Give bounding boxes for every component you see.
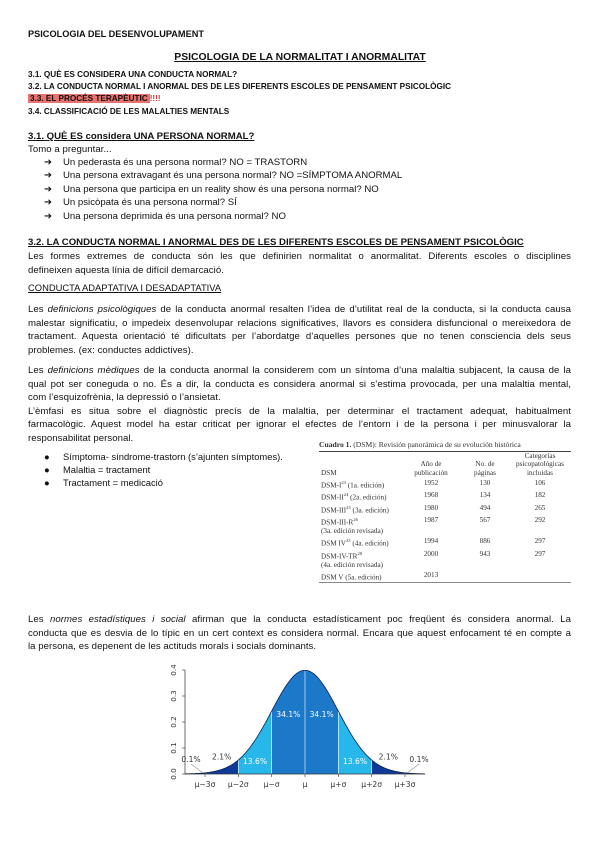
p2-line6: responsabilitat personal. [28,432,134,444]
bullet-text: Malaltia = tractament [63,464,151,475]
x-tick-label: μ−3σ [194,780,216,789]
dsm-cell-year: 2013 [423,570,439,579]
dsm-cell-cats: 297 [534,537,546,546]
bullet-item [44,464,150,476]
dsm-cell-year: 2000 [423,549,439,558]
dsm-table-row [319,502,571,514]
p3-line1 [28,613,571,627]
dsm-header-pages-l1: No. de [475,460,495,469]
dsm-cell-year: 1987 [423,516,439,525]
dsm-header-year-l1: Año de [420,460,442,469]
p2-line2: qual pot ser coneguda o no. És a dir, la conducta es considera anormal si s’estima provocada, per una malaltia mental, [28,378,571,390]
p3-line3: la persona, es depenent de les actituds morals i socials dominants. [28,641,317,653]
x-tick-label: μ−2σ [227,780,249,789]
dsm-cell-name [319,490,401,502]
dsm-table-row [319,569,571,581]
dsm-cell-name [319,515,401,536]
p2-emphasis: definicions mèdiques [47,365,140,376]
dsm-name: DSM-III [321,506,347,515]
dsm-edition: (2a. edición) [350,493,387,502]
bullet-icon: ● [44,477,50,488]
dsm-edition: (3a. edición) [352,506,389,515]
p1-emphasis: definicions psicològiques [47,304,157,315]
list-item-text: Un pederasta és una persona normal? NO = TRASTORN [63,157,308,168]
dsm-name: DSM-III-R [321,518,354,527]
dsm-table-frame [319,451,571,583]
dsm-header-cats-l3: incluidas [527,468,553,477]
intro-3-2-line1: Les formes extremes de conducta són les que definirien normalitat o anormalitat. Diferents escoles o disciplines [28,251,571,262]
dsm-edition: (3a. edición revisada) [321,527,384,536]
band-percent-label: 13.6% [342,757,368,766]
list-item-text: Una persona deprimida és una persona normal? NO [63,211,286,222]
dsm-header-dsm: DSM [321,469,337,478]
course-header: PSICOLOGIA DEL DESENVOLUPAMENT [28,29,204,39]
y-tick-label: 0.4 [169,664,178,676]
list-item [44,170,402,182]
dsm-name: DSM IV [321,539,346,548]
dsm-table-header [319,452,571,477]
dsm-cell-year: 1994 [423,537,439,546]
band-percent-label: 2.1% [378,752,398,762]
toc-item-3-2[interactable]: 3.2. LA CONDUCTA NORMAL I ANORMAL DES DE LES DIFERENTS ESCOLES DE PENSAMENT PSICOLÒGIC [28,82,452,91]
toc-item-3-1[interactable]: 3.1. QUÈ ES CONSIDERA UNA CONDUCTA NORMAL? [28,70,238,79]
dsm-cell-cats: 297 [534,549,546,558]
dsm-cell-year: 1980 [423,503,439,512]
dsm-caption [319,440,571,449]
dsm-table-row [319,548,571,569]
bullet-text: Símptoma- síndrome-trastorn (s’ajunten símptomes). [63,451,283,462]
dsm-cell-name [319,536,401,548]
intro-3-1: Tomo a preguntar... [28,144,112,155]
dsm-cell-name [319,548,401,569]
dsm-name: DSM-I [321,481,342,490]
list-item [44,197,237,209]
arrow-icon: ➔ [44,184,53,195]
p1-line1 [28,303,571,317]
dsm-table-row [319,536,571,548]
dsm-cell-year: 1968 [423,491,439,500]
y-tick-label: 0.0 [169,768,178,780]
paragraph-definicions-psicologiques [28,303,571,357]
band-percent-label: 34.1% [276,709,301,719]
p2-pre: Les [28,365,44,376]
p1-text: de la conducta anormal resalten l’idea de d’utilitat real de la conducta, si la conducta causa [160,304,572,315]
dsm-cell-cats [509,569,571,581]
bullet-item [44,451,283,463]
band-percent-label: 34.1% [309,709,334,719]
intro-3-2 [28,250,571,277]
tail-percent-label: 0.1% [181,755,201,764]
x-tick-label: μ−σ [263,780,280,789]
dsm-table [319,452,571,582]
p2-line3: com l’esquizofrènia, la depressió o l’ansietat. [28,392,221,404]
subheading-adaptativa: CONDUCTA ADAPTATIVA I DESADAPTATIVA [28,282,222,293]
toc-marks: !!!! [149,94,161,103]
list-item [44,157,307,169]
dsm-table-row [319,490,571,502]
dsm-cell-pages: 134 [479,491,491,500]
p3-text: afirman que la conducta estadísticament poc freqüent és considera anormal. La [191,614,571,625]
band-percent-label: 13.6% [242,757,268,766]
normal-distribution-chart [163,664,431,798]
dsm-ref: 28 [357,550,363,556]
x-tick-label: μ [302,780,308,789]
y-tick-label: 0.1 [169,742,178,754]
tail-percent-label: 0.1% [409,755,429,764]
list-item [44,211,286,223]
dsm-ref: 23 [345,538,351,544]
dsm-ref: 25 [346,504,351,510]
dsm-cell-cats: 265 [534,503,546,512]
p1-line2: malestar significatiu, o impedeix desenvolupar relacions significatives, llavors es considera disfuncional o mereixedora de [28,317,571,329]
toc-highlight: 3.3. EL PROCÉS TERAPÈUTIC [30,94,148,103]
x-tick-label: μ+2σ [361,780,383,789]
paragraph-normes-estadistiques [28,613,571,654]
dsm-header-pages-l2: páginas [474,468,496,477]
dsm-header-cats-l1: Categorías [524,452,556,460]
heading-3-2: 3.2. LA CONDUCTA NORMAL I ANORMAL DES DE LES DIFERENTS ESCOLES DE PENSAMENT PSICOLÒGIC [28,237,524,248]
dsm-ref: 26 [353,517,358,523]
dsm-caption-label: Cuadro 1. [319,440,352,449]
p3-line2: conducta que es desvia de lo típic en un cert context es considera normal. Encara que aquest enfocament té en compte a [28,627,571,639]
list-item-text: Una persona extravagant és una persona normal? NO =SÍMPTOMA ANORMAL [63,170,403,181]
dsm-cell-name [319,569,401,581]
dsm-header-pages [461,452,509,477]
p1-line4: problemes. (ex: conductes addictives). [28,344,194,356]
dsm-edition: (1a. edición) [347,481,385,490]
dsm-table-row [319,515,571,536]
dsm-cell-cats: 182 [534,491,546,500]
dsm-cell-pages: 943 [479,549,491,558]
bullet-icon: ● [44,464,50,475]
p3-pre: Les [28,614,44,625]
bullet-icon: ● [44,451,50,462]
p2-text: de la conducta anormal la considerem com un síntoma d’una malaltia subjacent, la causa de la [143,365,571,376]
dsm-caption-text: (DSM): Revisión panorámica de su evolución histórica [353,440,521,449]
intro-3-2-line2: defineixen aquesta línia de difícil demarcació. [28,264,224,276]
dsm-cell-name [319,477,401,489]
dsm-table-body [319,477,571,582]
y-tick-label: 0.3 [169,690,178,702]
bullet-text: Tractament = medicació [63,477,163,488]
arrow-icon: ➔ [44,211,53,222]
dsm-name: DSM V [321,573,344,582]
band-percent-label: 2.1% [212,752,232,762]
arrow-icon: ➔ [44,157,53,168]
p2-line5: farmacològic. Aquest model ha estar criticat per ignorar el efectes de l’entorn i de la persona i per minusvalorar la [28,419,571,431]
page-title: PSICOLOGIA DE LA NORMALITAT I ANORMALITAT [174,52,426,63]
dsm-edition: (4a. edición revisada) [321,560,384,569]
dsm-cell-pages: 130 [479,478,491,487]
list-item-text: Un psicòpata és una persona normal? SÍ [63,197,237,208]
dsm-cell-pages: 567 [479,516,491,525]
dsm-cell-cats: 106 [534,478,546,487]
p1-pre: Les [28,304,44,315]
heading-3-1: 3.1. QUÈ ES considera UNA PERSONA NORMAL? [28,131,255,142]
list-item [44,184,379,196]
dsm-edition: (5a. edición) [345,573,382,582]
dsm-cell-year: 1952 [423,478,439,487]
dsm-header-year [401,452,461,477]
paragraph-definicions-mediques [28,364,571,446]
toc-item-3-4[interactable]: 3.4. CLASSIFICACIÓ DE LES MALALTIES MENTALS [28,107,230,116]
p1-line3: tractament. Aquesta orientació té dificultats per l’abordatge d’aquelles persones que no tenen consciencia dels seus [28,331,571,343]
dsm-cell-name [319,502,401,514]
list-item-text: Una persona que participa en un reality show és una persona normal? NO [63,184,379,195]
dsm-table-figure [319,440,571,583]
x-tick-label: μ+σ [330,780,347,789]
p2-line1 [28,364,571,378]
dsm-ref: 24 [343,492,349,498]
bullet-item [44,477,163,489]
dsm-header-year-l2: publicación [414,468,448,477]
dsm-header-cats [509,452,571,477]
dsm-table-row [319,477,571,489]
dsm-name: DSM-IV-TR [321,552,358,561]
dsm-edition: (4a. edición) [352,539,389,548]
dsm-header-cats-l2: psicopatológicas [516,460,564,469]
dsm-cell-pages [461,569,509,581]
dsm-ref: 23 [341,479,346,485]
dsm-cell-pages: 494 [479,503,491,512]
dsm-cell-pages: 886 [479,537,491,546]
toc-item-3-3[interactable] [28,93,161,105]
dsm-cell-cats: 292 [534,516,546,525]
arrow-icon: ➔ [44,197,53,208]
p3-emphasis: normes estadístiques i social [50,614,186,625]
y-tick-label: 0.2 [169,716,178,728]
x-tick-label: μ+3σ [394,780,416,789]
arrow-icon: ➔ [44,170,53,181]
dsm-name: DSM-II [321,493,344,502]
p2-line4: L’èmfasi es situa sobre el diagnòstic precís de la malaltia, per determinar el tractament adequat, habitualment [28,405,571,417]
